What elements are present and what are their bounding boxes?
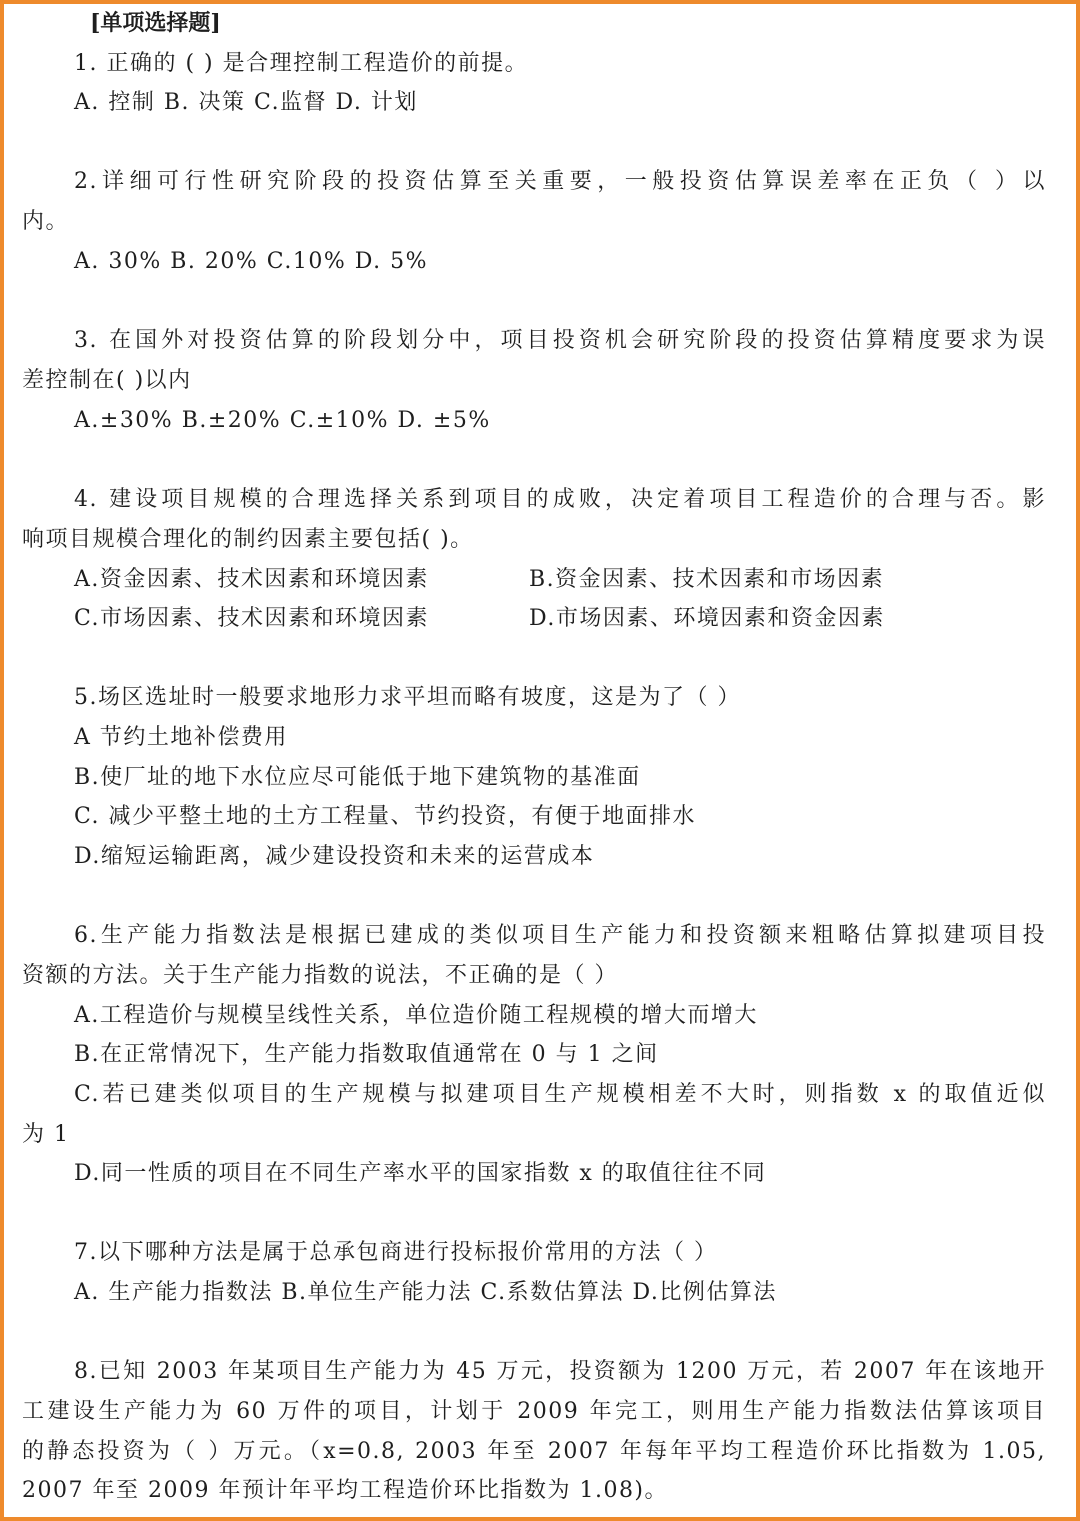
question-2-options: A. 30% B. 20% C.10% D. 5% xyxy=(74,249,428,274)
question-2-stem-line-1: 2.详细可行性研究阶段的投资估算至关重要，一般投资估算误差率在正负（ ）以 xyxy=(74,169,1046,194)
question-8-stem-line-3: 的静态投资为（ ）万元。（x=0.8, 2003 年至 2007 年每年平均工程造价环比指数为 1.05, xyxy=(22,1439,1046,1464)
question-8-stem-line-1: 8.已知 2003 年某项目生产能力为 45 万元，投资额为 1200 万元，若 2007 年在该地开 xyxy=(74,1359,1046,1384)
question-8-stem-line-2: 工建设生产能力为 60 万件的项目，计划于 2009 年完工，则用生产能力指数法估算该项目 xyxy=(22,1399,1046,1424)
question-8-stem-line-4: 2007 年至 2009 年预计年平均工程造价环比指数为 1.08)。 xyxy=(22,1478,669,1503)
question-6-option-b: B.在正常情况下，生产能力指数取值通常在 0 与 1 之间 xyxy=(74,1042,659,1067)
question-4-option-a: A.资金因素、技术因素和环境因素 xyxy=(74,567,429,592)
question-6-option-c-line-1: C.若已建类似项目的生产规模与拟建项目生产规模相差不大时，则指数 x 的取值近似 xyxy=(74,1082,1046,1107)
question-1-options: A. 控制 B. 决策 C.监督 D. 计划 xyxy=(74,90,418,115)
question-7-stem: 7.以下哪种方法是属于总承包商进行投标报价常用的方法（ ） xyxy=(74,1240,718,1265)
question-3-options: A.±30% B.±20% C.±10% D. ±5% xyxy=(74,408,491,433)
question-6-stem-line-1: 6.生产能力指数法是根据已建成的类似项目生产能力和投资额来粗略估算拟建项目投 xyxy=(74,923,1046,948)
section-heading: [单项选择题] xyxy=(90,10,221,36)
question-4-option-c: C.市场因素、技术因素和环境因素 xyxy=(74,606,430,631)
question-6-stem-line-2: 资额的方法。关于生产能力指数的说法，不正确的是（ ） xyxy=(22,963,618,988)
question-3-stem-line-2: 差控制在( )以内 xyxy=(22,368,192,393)
question-1-stem: 1. 正确的 ( ) 是合理控制工程造价的前提。 xyxy=(74,51,529,76)
question-5-option-b: B.使厂址的地下水位应尽可能低于地下建筑物的基准面 xyxy=(74,765,641,790)
question-5-option-c: C. 减少平整土地的土方工程量、节约投资，有便于地面排水 xyxy=(74,804,697,829)
question-4-stem-line-1: 4. 建设项目规模的合理选择关系到项目的成败，决定着项目工程造价的合理与否。影 xyxy=(74,487,1046,512)
question-5-stem: 5.场区选址时一般要求地形力求平坦而略有坡度，这是为了（ ） xyxy=(74,685,741,710)
question-3-stem-line-1: 3. 在国外对投资估算的阶段划分中，项目投资机会研究阶段的投资估算精度要求为误 xyxy=(74,328,1046,353)
question-6-option-d: D.同一性质的项目在不同生产率水平的国家指数 x 的取值往往不同 xyxy=(74,1161,767,1186)
question-4-stem-line-2: 响项目规模合理化的制约因素主要包括( )。 xyxy=(22,527,474,552)
question-6-option-c-line-2: 为 1 xyxy=(22,1122,70,1147)
question-6-option-a: A.工程造价与规模呈线性关系，单位造价随工程规模的增大而增大 xyxy=(74,1003,758,1028)
question-7-options: A. 生产能力指数法 B.单位生产能力法 C.系数估算法 D.比例估算法 xyxy=(74,1280,777,1305)
question-5-option-d: D.缩短运输距离，减少建设投资和未来的运营成本 xyxy=(74,844,595,869)
question-4-option-d: D.市场因素、环境因素和资金因素 xyxy=(529,606,885,631)
question-4-option-b: B.资金因素、技术因素和市场因素 xyxy=(529,567,885,592)
question-2-stem-line-2: 内。 xyxy=(22,209,70,234)
question-5-option-a: A 节约土地补偿费用 xyxy=(74,725,288,750)
